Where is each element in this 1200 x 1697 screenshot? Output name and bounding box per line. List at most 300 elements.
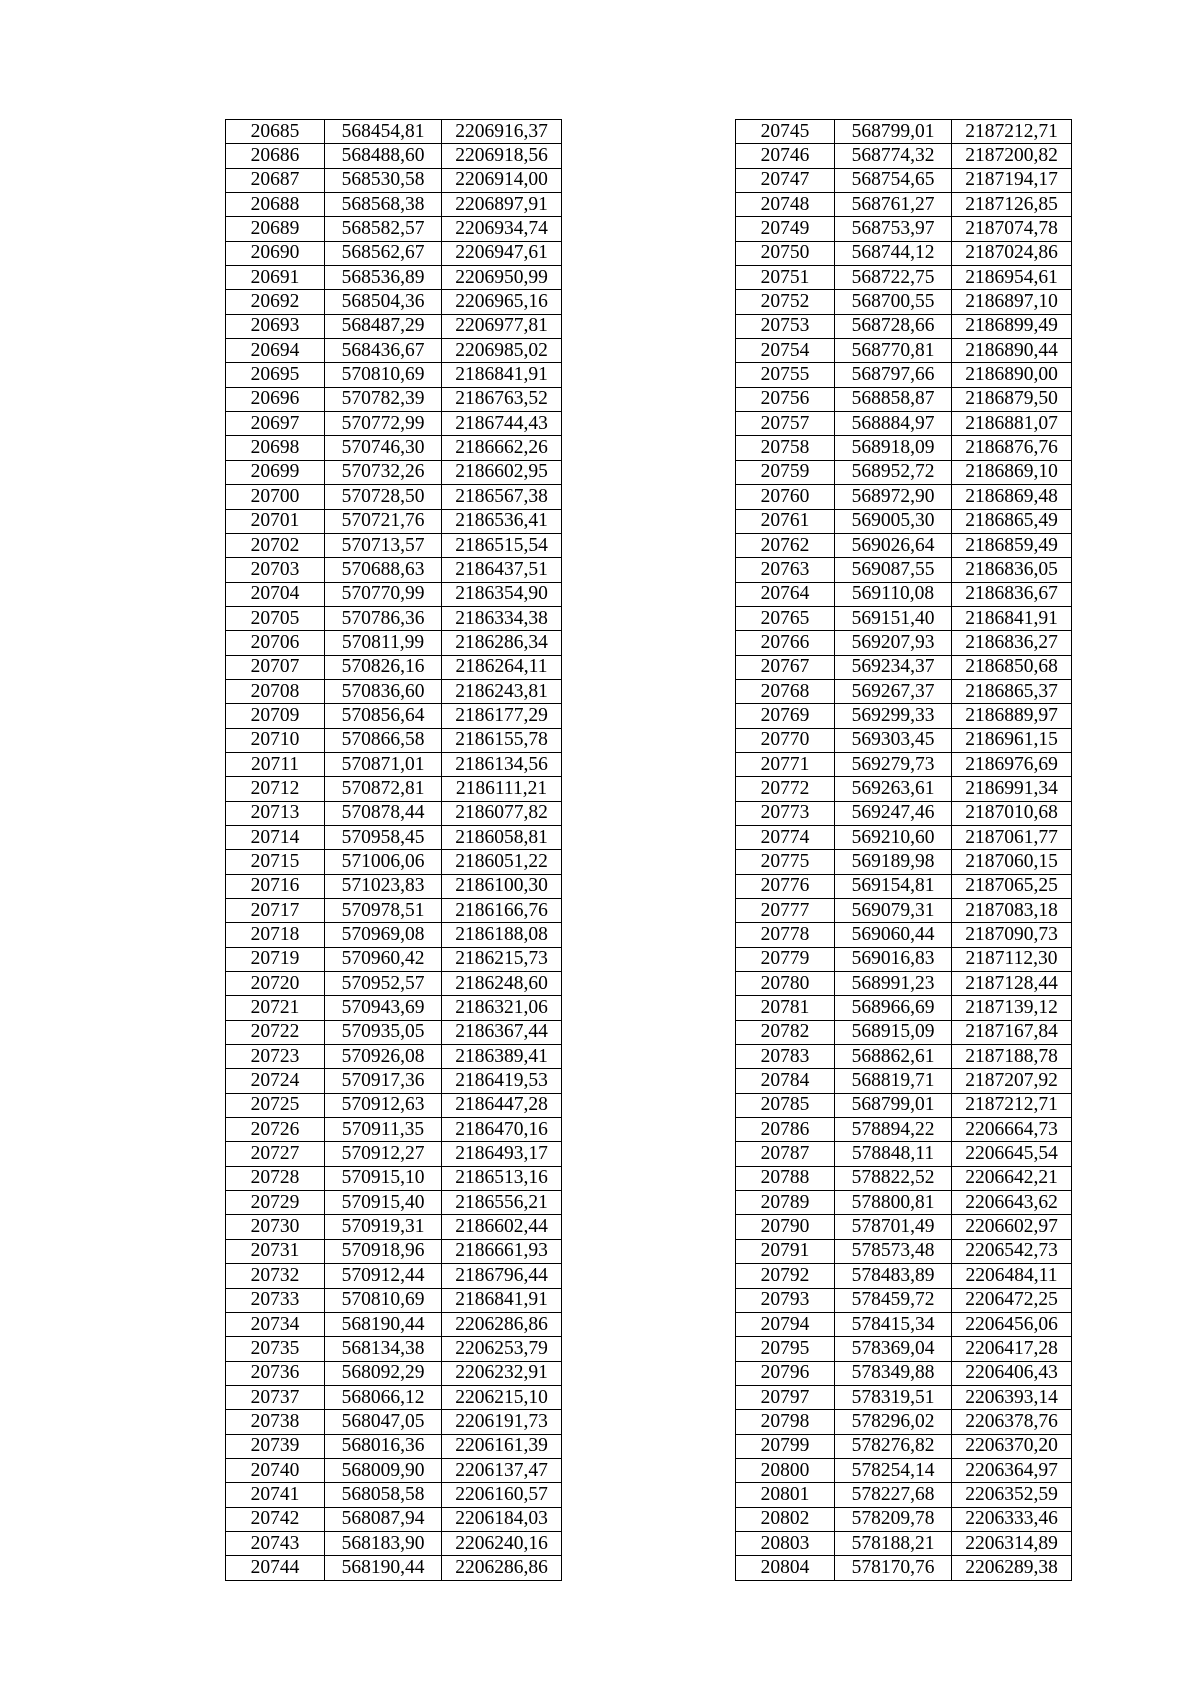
point-number-cell: 20704 — [226, 582, 325, 606]
point-number-cell: 20758 — [736, 436, 835, 460]
point-number-cell: 20802 — [736, 1507, 835, 1531]
point-number-cell: 20799 — [736, 1434, 835, 1458]
x-coordinate-cell: 568562,67 — [325, 241, 442, 265]
x-coordinate-cell: 570912,63 — [325, 1093, 442, 1117]
y-coordinate-cell: 2186869,48 — [952, 485, 1072, 509]
x-coordinate-cell: 568092,29 — [325, 1361, 442, 1385]
table-row — [226, 1215, 562, 1239]
point-number-cell: 20794 — [736, 1312, 835, 1336]
x-coordinate-cell: 578415,34 — [835, 1312, 952, 1336]
y-coordinate-cell: 2186850,68 — [952, 655, 1072, 679]
table-row — [226, 217, 562, 241]
x-coordinate-cell: 570826,16 — [325, 655, 442, 679]
x-coordinate-cell: 570915,10 — [325, 1166, 442, 1190]
table-row — [226, 509, 562, 533]
y-coordinate-cell: 2186836,27 — [952, 631, 1072, 655]
table-row — [736, 241, 1072, 265]
y-coordinate-cell: 2186869,10 — [952, 460, 1072, 484]
y-coordinate-cell: 2206914,00 — [442, 168, 562, 192]
y-coordinate-cell: 2206965,16 — [442, 290, 562, 314]
x-coordinate-cell: 568991,23 — [835, 972, 952, 996]
point-number-cell: 20708 — [226, 679, 325, 703]
point-number-cell: 20738 — [226, 1410, 325, 1434]
table-row — [736, 1337, 1072, 1361]
table-row — [226, 1288, 562, 1312]
x-coordinate-cell: 578188,21 — [835, 1531, 952, 1555]
point-number-cell: 20789 — [736, 1191, 835, 1215]
y-coordinate-cell: 2186763,52 — [442, 387, 562, 411]
y-coordinate-cell: 2186515,54 — [442, 533, 562, 557]
point-number-cell: 20748 — [736, 193, 835, 217]
x-coordinate-cell: 568436,67 — [325, 339, 442, 363]
x-coordinate-cell: 570969,08 — [325, 923, 442, 947]
table-row — [736, 923, 1072, 947]
y-coordinate-cell: 2186493,17 — [442, 1142, 562, 1166]
table-row — [736, 1142, 1072, 1166]
y-coordinate-cell: 2187060,15 — [952, 850, 1072, 874]
point-number-cell: 20705 — [226, 606, 325, 630]
table-row — [226, 1434, 562, 1458]
x-coordinate-cell: 568016,36 — [325, 1434, 442, 1458]
table-row — [226, 1531, 562, 1555]
point-number-cell: 20731 — [226, 1239, 325, 1263]
x-coordinate-cell: 568066,12 — [325, 1385, 442, 1409]
table-row — [736, 728, 1072, 752]
y-coordinate-cell: 2186177,29 — [442, 704, 562, 728]
table-row — [736, 120, 1072, 144]
y-coordinate-cell: 2186134,56 — [442, 752, 562, 776]
table-row — [736, 460, 1072, 484]
y-coordinate-cell: 2206643,62 — [952, 1191, 1072, 1215]
point-number-cell: 20706 — [226, 631, 325, 655]
x-coordinate-cell: 570943,69 — [325, 996, 442, 1020]
y-coordinate-cell: 2206191,73 — [442, 1410, 562, 1434]
table-row — [226, 1483, 562, 1507]
table-row — [226, 412, 562, 436]
y-coordinate-cell: 2206934,74 — [442, 217, 562, 241]
table-row — [226, 996, 562, 1020]
x-coordinate-cell: 570917,36 — [325, 1069, 442, 1093]
table-row — [226, 923, 562, 947]
y-coordinate-cell: 2206286,86 — [442, 1556, 562, 1580]
table-row — [226, 241, 562, 265]
x-coordinate-cell: 570810,69 — [325, 1288, 442, 1312]
y-coordinate-cell: 2206947,61 — [442, 241, 562, 265]
point-number-cell: 20694 — [226, 339, 325, 363]
table-row — [736, 850, 1072, 874]
point-number-cell: 20779 — [736, 947, 835, 971]
x-coordinate-cell: 578209,78 — [835, 1507, 952, 1531]
x-coordinate-cell: 568799,01 — [835, 1093, 952, 1117]
table-row — [226, 728, 562, 752]
table-row — [226, 606, 562, 630]
table-row — [736, 1361, 1072, 1385]
y-coordinate-cell: 2206664,73 — [952, 1118, 1072, 1142]
point-number-cell: 20740 — [226, 1458, 325, 1482]
y-coordinate-cell: 2186796,44 — [442, 1264, 562, 1288]
table-row — [736, 217, 1072, 241]
y-coordinate-cell: 2186876,76 — [952, 436, 1072, 460]
table-row — [226, 168, 562, 192]
table-row — [736, 387, 1072, 411]
y-coordinate-cell: 2186602,44 — [442, 1215, 562, 1239]
y-coordinate-cell: 2186890,44 — [952, 339, 1072, 363]
point-number-cell: 20777 — [736, 899, 835, 923]
x-coordinate-cell: 568504,36 — [325, 290, 442, 314]
table-row — [226, 1337, 562, 1361]
point-number-cell: 20782 — [736, 1020, 835, 1044]
table-row — [226, 655, 562, 679]
x-coordinate-cell: 578296,02 — [835, 1410, 952, 1434]
y-coordinate-cell: 2186389,41 — [442, 1045, 562, 1069]
x-coordinate-cell: 578170,76 — [835, 1556, 952, 1580]
point-number-cell: 20788 — [736, 1166, 835, 1190]
table-row — [226, 120, 562, 144]
table-row — [226, 899, 562, 923]
point-number-cell: 20749 — [736, 217, 835, 241]
point-number-cell: 20774 — [736, 825, 835, 849]
x-coordinate-cell: 568009,90 — [325, 1458, 442, 1482]
table-row — [226, 290, 562, 314]
y-coordinate-cell: 2186954,61 — [952, 266, 1072, 290]
point-number-cell: 20693 — [226, 314, 325, 338]
y-coordinate-cell: 2206472,25 — [952, 1288, 1072, 1312]
x-coordinate-cell: 570878,44 — [325, 801, 442, 825]
y-coordinate-cell: 2206333,46 — [952, 1507, 1072, 1531]
y-coordinate-cell: 2186166,76 — [442, 899, 562, 923]
table-row — [736, 679, 1072, 703]
point-number-cell: 20710 — [226, 728, 325, 752]
point-number-cell: 20695 — [226, 363, 325, 387]
table-row — [226, 533, 562, 557]
point-number-cell: 20790 — [736, 1215, 835, 1239]
table-row — [736, 1166, 1072, 1190]
x-coordinate-cell: 569279,73 — [835, 752, 952, 776]
x-coordinate-cell: 570810,69 — [325, 363, 442, 387]
point-number-cell: 20781 — [736, 996, 835, 1020]
y-coordinate-cell: 2187139,12 — [952, 996, 1072, 1020]
y-coordinate-cell: 2186051,22 — [442, 850, 562, 874]
y-coordinate-cell: 2186513,16 — [442, 1166, 562, 1190]
x-coordinate-cell: 570721,76 — [325, 509, 442, 533]
table-row — [736, 436, 1072, 460]
table-row — [226, 704, 562, 728]
y-coordinate-cell: 2186536,41 — [442, 509, 562, 533]
x-coordinate-cell: 569234,37 — [835, 655, 952, 679]
x-coordinate-cell: 569079,31 — [835, 899, 952, 923]
point-number-cell: 20713 — [226, 801, 325, 825]
table-row — [226, 1312, 562, 1336]
y-coordinate-cell: 2186155,78 — [442, 728, 562, 752]
y-coordinate-cell: 2187167,84 — [952, 1020, 1072, 1044]
point-number-cell: 20800 — [736, 1458, 835, 1482]
y-coordinate-cell: 2187212,71 — [952, 1093, 1072, 1117]
point-number-cell: 20725 — [226, 1093, 325, 1117]
x-coordinate-cell: 570856,64 — [325, 704, 442, 728]
table-row — [226, 1166, 562, 1190]
point-number-cell: 20753 — [736, 314, 835, 338]
y-coordinate-cell: 2186248,60 — [442, 972, 562, 996]
x-coordinate-cell: 570958,45 — [325, 825, 442, 849]
x-coordinate-cell: 568454,81 — [325, 120, 442, 144]
x-coordinate-cell: 570912,27 — [325, 1142, 442, 1166]
point-number-cell: 20712 — [226, 777, 325, 801]
x-coordinate-cell: 578573,48 — [835, 1239, 952, 1263]
y-coordinate-cell: 2206215,10 — [442, 1385, 562, 1409]
x-coordinate-cell: 570746,30 — [325, 436, 442, 460]
point-number-cell: 20722 — [226, 1020, 325, 1044]
y-coordinate-cell: 2186321,06 — [442, 996, 562, 1020]
y-coordinate-cell: 2187194,17 — [952, 168, 1072, 192]
x-coordinate-cell: 571006,06 — [325, 850, 442, 874]
y-coordinate-cell: 2186188,08 — [442, 923, 562, 947]
y-coordinate-cell: 2206232,91 — [442, 1361, 562, 1385]
point-number-cell: 20737 — [226, 1385, 325, 1409]
table-row — [736, 801, 1072, 825]
point-number-cell: 20786 — [736, 1118, 835, 1142]
x-coordinate-cell: 568918,09 — [835, 436, 952, 460]
point-number-cell: 20721 — [226, 996, 325, 1020]
y-coordinate-cell: 2186841,91 — [442, 363, 562, 387]
table-row — [736, 1069, 1072, 1093]
y-coordinate-cell: 2206137,47 — [442, 1458, 562, 1482]
table-row — [226, 193, 562, 217]
y-coordinate-cell: 2206289,38 — [952, 1556, 1072, 1580]
x-coordinate-cell: 569303,45 — [835, 728, 952, 752]
y-coordinate-cell: 2186662,26 — [442, 436, 562, 460]
table-row — [226, 436, 562, 460]
table-row — [226, 1093, 562, 1117]
x-coordinate-cell: 578701,49 — [835, 1215, 952, 1239]
x-coordinate-cell: 568722,75 — [835, 266, 952, 290]
point-number-cell: 20759 — [736, 460, 835, 484]
x-coordinate-cell: 568582,57 — [325, 217, 442, 241]
y-coordinate-cell: 2186334,38 — [442, 606, 562, 630]
y-coordinate-cell: 2187090,73 — [952, 923, 1072, 947]
coordinates-table-left — [225, 119, 562, 1581]
table-row — [226, 1264, 562, 1288]
table-row — [736, 1288, 1072, 1312]
y-coordinate-cell: 2206602,97 — [952, 1215, 1072, 1239]
point-number-cell: 20756 — [736, 387, 835, 411]
x-coordinate-cell: 569087,55 — [835, 558, 952, 582]
table-row — [736, 582, 1072, 606]
table-row — [226, 387, 562, 411]
x-coordinate-cell: 578349,88 — [835, 1361, 952, 1385]
y-coordinate-cell: 2186661,93 — [442, 1239, 562, 1263]
x-coordinate-cell: 568770,81 — [835, 339, 952, 363]
x-coordinate-cell: 570926,08 — [325, 1045, 442, 1069]
x-coordinate-cell: 578276,82 — [835, 1434, 952, 1458]
point-number-cell: 20726 — [226, 1118, 325, 1142]
point-number-cell: 20730 — [226, 1215, 325, 1239]
y-coordinate-cell: 2206253,79 — [442, 1337, 562, 1361]
table-row — [226, 1118, 562, 1142]
point-number-cell: 20734 — [226, 1312, 325, 1336]
table-row — [226, 1410, 562, 1434]
x-coordinate-cell: 569267,37 — [835, 679, 952, 703]
point-number-cell: 20761 — [736, 509, 835, 533]
x-coordinate-cell: 568728,66 — [835, 314, 952, 338]
table-row — [736, 1531, 1072, 1555]
table-row — [226, 460, 562, 484]
x-coordinate-cell: 570871,01 — [325, 752, 442, 776]
table-row — [736, 1434, 1072, 1458]
table-row — [736, 1118, 1072, 1142]
point-number-cell: 20729 — [226, 1191, 325, 1215]
y-coordinate-cell: 2206184,03 — [442, 1507, 562, 1531]
point-number-cell: 20767 — [736, 655, 835, 679]
point-number-cell: 20764 — [736, 582, 835, 606]
y-coordinate-cell: 2206542,73 — [952, 1239, 1072, 1263]
x-coordinate-cell: 568819,71 — [835, 1069, 952, 1093]
x-coordinate-cell: 568972,90 — [835, 485, 952, 509]
point-number-cell: 20724 — [226, 1069, 325, 1093]
point-number-cell: 20785 — [736, 1093, 835, 1117]
y-coordinate-cell: 2206240,16 — [442, 1531, 562, 1555]
table-row — [736, 558, 1072, 582]
y-coordinate-cell: 2186419,53 — [442, 1069, 562, 1093]
x-coordinate-cell: 570836,60 — [325, 679, 442, 703]
table-row — [226, 1458, 562, 1482]
point-number-cell: 20686 — [226, 144, 325, 168]
y-coordinate-cell: 2186841,91 — [442, 1288, 562, 1312]
x-coordinate-cell: 568530,58 — [325, 168, 442, 192]
point-number-cell: 20741 — [226, 1483, 325, 1507]
table-row — [226, 144, 562, 168]
point-number-cell: 20692 — [226, 290, 325, 314]
x-coordinate-cell: 571023,83 — [325, 874, 442, 898]
table-row — [736, 509, 1072, 533]
point-number-cell: 20784 — [736, 1069, 835, 1093]
x-coordinate-cell: 569299,33 — [835, 704, 952, 728]
x-coordinate-cell: 568744,12 — [835, 241, 952, 265]
table-row — [226, 947, 562, 971]
x-coordinate-cell: 568183,90 — [325, 1531, 442, 1555]
y-coordinate-cell: 2186354,90 — [442, 582, 562, 606]
point-number-cell: 20735 — [226, 1337, 325, 1361]
point-number-cell: 20742 — [226, 1507, 325, 1531]
y-coordinate-cell: 2206286,86 — [442, 1312, 562, 1336]
table-row — [736, 363, 1072, 387]
point-number-cell: 20701 — [226, 509, 325, 533]
x-coordinate-cell: 570978,51 — [325, 899, 442, 923]
table-row — [226, 339, 562, 363]
x-coordinate-cell: 578800,81 — [835, 1191, 952, 1215]
y-coordinate-cell: 2186976,69 — [952, 752, 1072, 776]
y-coordinate-cell: 2206370,20 — [952, 1434, 1072, 1458]
x-coordinate-cell: 568754,65 — [835, 168, 952, 192]
y-coordinate-cell: 2186556,21 — [442, 1191, 562, 1215]
point-number-cell: 20780 — [736, 972, 835, 996]
x-coordinate-cell: 570688,63 — [325, 558, 442, 582]
x-coordinate-cell: 568797,66 — [835, 363, 952, 387]
y-coordinate-cell: 2206950,99 — [442, 266, 562, 290]
point-number-cell: 20754 — [736, 339, 835, 363]
point-number-cell: 20739 — [226, 1434, 325, 1458]
x-coordinate-cell: 570772,99 — [325, 412, 442, 436]
y-coordinate-cell: 2186286,34 — [442, 631, 562, 655]
x-coordinate-cell: 578459,72 — [835, 1288, 952, 1312]
x-coordinate-cell: 569016,83 — [835, 947, 952, 971]
table-row — [226, 1069, 562, 1093]
y-coordinate-cell: 2186567,38 — [442, 485, 562, 509]
y-coordinate-cell: 2187061,77 — [952, 825, 1072, 849]
y-coordinate-cell: 2186744,43 — [442, 412, 562, 436]
x-coordinate-cell: 568774,32 — [835, 144, 952, 168]
point-number-cell: 20699 — [226, 460, 325, 484]
y-coordinate-cell: 2187128,44 — [952, 972, 1072, 996]
point-number-cell: 20723 — [226, 1045, 325, 1069]
x-coordinate-cell: 568862,61 — [835, 1045, 952, 1069]
y-coordinate-cell: 2186897,10 — [952, 290, 1072, 314]
point-number-cell: 20720 — [226, 972, 325, 996]
y-coordinate-cell: 2186602,95 — [442, 460, 562, 484]
y-coordinate-cell: 2186447,28 — [442, 1093, 562, 1117]
y-coordinate-cell: 2186879,50 — [952, 387, 1072, 411]
table-row — [736, 1556, 1072, 1580]
x-coordinate-cell: 568753,97 — [835, 217, 952, 241]
point-number-cell: 20696 — [226, 387, 325, 411]
table-row — [226, 1020, 562, 1044]
point-number-cell: 20766 — [736, 631, 835, 655]
point-number-cell: 20765 — [736, 606, 835, 630]
point-number-cell: 20746 — [736, 144, 835, 168]
x-coordinate-cell: 568488,60 — [325, 144, 442, 168]
y-coordinate-cell: 2186859,49 — [952, 533, 1072, 557]
point-number-cell: 20793 — [736, 1288, 835, 1312]
point-number-cell: 20760 — [736, 485, 835, 509]
y-coordinate-cell: 2186890,00 — [952, 363, 1072, 387]
table-row — [226, 314, 562, 338]
y-coordinate-cell: 2206897,91 — [442, 193, 562, 217]
x-coordinate-cell: 569263,61 — [835, 777, 952, 801]
y-coordinate-cell: 2206977,81 — [442, 314, 562, 338]
x-coordinate-cell: 570811,99 — [325, 631, 442, 655]
x-coordinate-cell: 568884,97 — [835, 412, 952, 436]
table-row — [226, 1142, 562, 1166]
x-coordinate-cell: 568700,55 — [835, 290, 952, 314]
table-row — [736, 144, 1072, 168]
x-coordinate-cell: 578894,22 — [835, 1118, 952, 1142]
table-row — [226, 558, 562, 582]
x-coordinate-cell: 578319,51 — [835, 1385, 952, 1409]
point-number-cell: 20717 — [226, 899, 325, 923]
point-number-cell: 20797 — [736, 1385, 835, 1409]
table-row — [736, 825, 1072, 849]
table-row — [736, 290, 1072, 314]
table-row — [736, 947, 1072, 971]
x-coordinate-cell: 568915,09 — [835, 1020, 952, 1044]
y-coordinate-cell: 2186264,11 — [442, 655, 562, 679]
y-coordinate-cell: 2186841,91 — [952, 606, 1072, 630]
x-coordinate-cell: 568858,87 — [835, 387, 952, 411]
x-coordinate-cell: 568134,38 — [325, 1337, 442, 1361]
coordinates-table-right — [735, 119, 1072, 1581]
y-coordinate-cell: 2186111,21 — [442, 777, 562, 801]
table-row — [226, 363, 562, 387]
y-coordinate-cell: 2187024,86 — [952, 241, 1072, 265]
y-coordinate-cell: 2206406,43 — [952, 1361, 1072, 1385]
x-coordinate-cell: 569151,40 — [835, 606, 952, 630]
x-coordinate-cell: 568761,27 — [835, 193, 952, 217]
x-coordinate-cell: 569189,98 — [835, 850, 952, 874]
table-row — [736, 533, 1072, 557]
table-row — [736, 1020, 1072, 1044]
x-coordinate-cell: 570770,99 — [325, 582, 442, 606]
y-coordinate-cell: 2186889,97 — [952, 704, 1072, 728]
point-number-cell: 20778 — [736, 923, 835, 947]
